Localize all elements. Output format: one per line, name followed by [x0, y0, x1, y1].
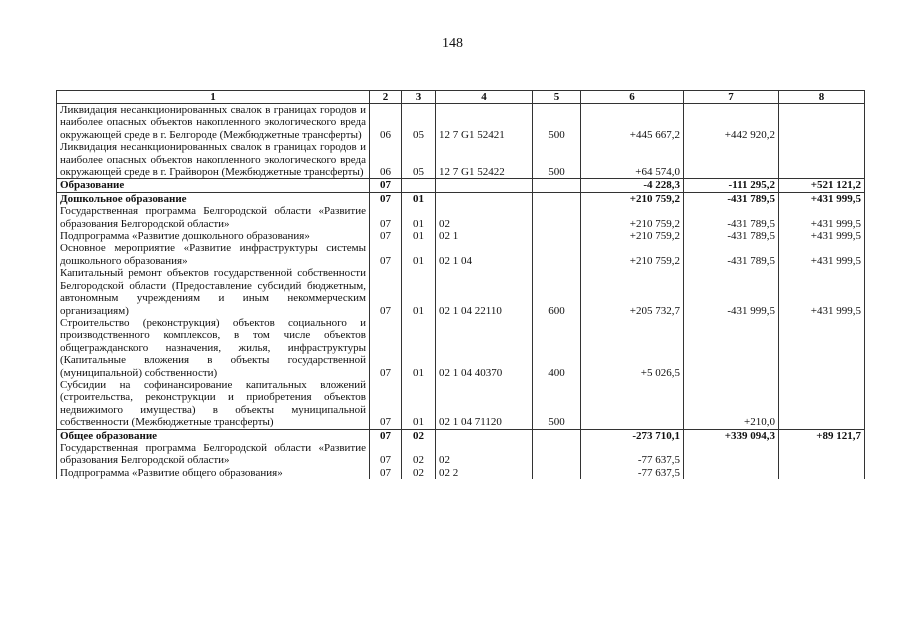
- column-header-7: 7: [684, 91, 779, 104]
- table-row: [57, 242, 865, 267]
- cell-amount-6: -77 637,5: [581, 467, 684, 479]
- cell-section: 07: [370, 467, 402, 479]
- cell-item-name: Общее образование: [57, 429, 370, 442]
- table-row: [57, 267, 865, 317]
- cell-section: 07: [370, 192, 402, 205]
- cell-item-name: Образование: [57, 179, 370, 192]
- cell-amount-6: +445 667,2: [581, 104, 684, 142]
- cell-amount-6: +5 026,5: [581, 317, 684, 379]
- cell-item-name: Основное мероприятие «Развитие инфраструктуры системы дошкольного образования»: [57, 242, 370, 267]
- cell-section: 07: [370, 179, 402, 192]
- cell-subsection: 01: [402, 267, 436, 317]
- cell-target-article: [436, 429, 533, 442]
- cell-section: 07: [370, 230, 402, 242]
- cell-target-article: 02: [436, 442, 533, 467]
- cell-amount-6: +210 759,2: [581, 205, 684, 230]
- budget-table: [56, 90, 865, 479]
- table-row: [57, 429, 865, 442]
- cell-subsection: 01: [402, 205, 436, 230]
- cell-section: 06: [370, 104, 402, 142]
- cell-item-name: Подпрограмма «Развитие дошкольного образования»: [57, 230, 370, 242]
- column-header-6: 6: [581, 91, 684, 104]
- cell-expense-type: [533, 230, 581, 242]
- cell-amount-7: +210,0: [684, 379, 779, 429]
- column-header-4: 4: [436, 91, 533, 104]
- cell-target-article: 02 1 04 71120: [436, 379, 533, 429]
- cell-subsection: 05: [402, 104, 436, 142]
- table-row: [57, 442, 865, 467]
- table-row: [57, 104, 865, 142]
- table-row: [57, 192, 865, 205]
- cell-subsection: 01: [402, 317, 436, 379]
- cell-amount-7: [684, 467, 779, 479]
- cell-expense-type: [533, 205, 581, 230]
- cell-subsection: 01: [402, 230, 436, 242]
- cell-expense-type: [533, 242, 581, 267]
- table-row: [57, 179, 865, 192]
- page-number: 148: [442, 36, 463, 51]
- cell-amount-7: [684, 317, 779, 379]
- cell-target-article: [436, 192, 533, 205]
- column-header-5: 5: [533, 91, 581, 104]
- cell-item-name: Государственная программа Белгородской области «Развитие образования Белгородской области»: [57, 205, 370, 230]
- cell-amount-7: +339 094,3: [684, 429, 779, 442]
- cell-subsection: 01: [402, 242, 436, 267]
- cell-item-name: Государственная программа Белгородской области «Развитие образования Белгородской области»: [57, 442, 370, 467]
- table-row: [57, 205, 865, 230]
- cell-section: 07: [370, 317, 402, 379]
- cell-section: 07: [370, 205, 402, 230]
- cell-expense-type: 500: [533, 104, 581, 142]
- cell-section: 07: [370, 379, 402, 429]
- cell-amount-8: +431 999,5: [779, 230, 865, 242]
- cell-target-article: [436, 179, 533, 192]
- cell-subsection: 02: [402, 429, 436, 442]
- cell-target-article: 02 1: [436, 230, 533, 242]
- cell-subsection: 01: [402, 192, 436, 205]
- cell-expense-type: 500: [533, 379, 581, 429]
- cell-amount-7: -431 789,5: [684, 205, 779, 230]
- cell-section: 07: [370, 429, 402, 442]
- cell-amount-7: +442 920,2: [684, 104, 779, 142]
- cell-section: 07: [370, 442, 402, 467]
- cell-amount-6: +210 759,2: [581, 242, 684, 267]
- column-header-2: 2: [370, 91, 402, 104]
- cell-target-article: 12 7 G1 52422: [436, 141, 533, 179]
- cell-target-article: 02 1 04 22110: [436, 267, 533, 317]
- cell-amount-8: [779, 379, 865, 429]
- cell-subsection: 02: [402, 442, 436, 467]
- cell-expense-type: [533, 192, 581, 205]
- cell-amount-6: +64 574,0: [581, 141, 684, 179]
- cell-target-article: 02 1 04: [436, 242, 533, 267]
- cell-expense-type: [533, 179, 581, 192]
- cell-target-article: 12 7 G1 52421: [436, 104, 533, 142]
- cell-amount-8: +89 121,7: [779, 429, 865, 442]
- cell-section: 07: [370, 267, 402, 317]
- cell-item-name: Субсидии на софинансирование капитальных вложений (строительства, реконструкции и приобретения объектов недвижимого имущества) в объекты муниципальной собственности (Межбюджетные трансферты): [57, 379, 370, 429]
- cell-amount-8: +521 121,2: [779, 179, 865, 192]
- cell-amount-8: [779, 442, 865, 467]
- cell-amount-8: +431 999,5: [779, 267, 865, 317]
- cell-amount-7: [684, 442, 779, 467]
- cell-amount-7: -431 999,5: [684, 267, 779, 317]
- column-header-1: 1: [57, 91, 370, 104]
- cell-amount-6: -273 710,1: [581, 429, 684, 442]
- cell-expense-type: 400: [533, 317, 581, 379]
- column-header-8: 8: [779, 91, 865, 104]
- cell-amount-6: -77 637,5: [581, 442, 684, 467]
- table-row: [57, 467, 865, 479]
- cell-expense-type: [533, 429, 581, 442]
- cell-amount-8: +431 999,5: [779, 192, 865, 205]
- cell-amount-6: +205 732,7: [581, 267, 684, 317]
- column-header-3: 3: [402, 91, 436, 104]
- cell-section: 07: [370, 242, 402, 267]
- cell-amount-8: [779, 104, 865, 142]
- cell-item-name: Дошкольное образование: [57, 192, 370, 205]
- table-row: [57, 230, 865, 242]
- cell-amount-6: -4 228,3: [581, 179, 684, 192]
- table-row: [57, 317, 865, 379]
- cell-amount-6: +210 759,2: [581, 192, 684, 205]
- cell-subsection: 02: [402, 467, 436, 479]
- table-header-row: [57, 91, 865, 104]
- cell-amount-8: [779, 317, 865, 379]
- cell-item-name: Капитальный ремонт объектов государственной собственности Белгородской области (Предоставление субсидий бюджетным, автономным учреждениям и иным некоммерческим организациям): [57, 267, 370, 317]
- cell-subsection: [402, 179, 436, 192]
- table-row: [57, 379, 865, 429]
- cell-item-name: Ликвидация несанкционированных свалок в границах городов и наиболее опасных объектов накопленного экологического вреда окружающей среде в г. Грайворон (Межбюджетные трансферты): [57, 141, 370, 179]
- cell-expense-type: [533, 442, 581, 467]
- cell-amount-8: +431 999,5: [779, 205, 865, 230]
- cell-amount-7: -111 295,2: [684, 179, 779, 192]
- cell-target-article: 02 2: [436, 467, 533, 479]
- table-row: [57, 141, 865, 179]
- cell-amount-7: [684, 141, 779, 179]
- cell-item-name: Подпрограмма «Развитие общего образования»: [57, 467, 370, 479]
- cell-section: 06: [370, 141, 402, 179]
- cell-amount-6: [581, 379, 684, 429]
- cell-expense-type: [533, 467, 581, 479]
- cell-target-article: 02: [436, 205, 533, 230]
- cell-item-name: Строительство (реконструкция) объектов социального и производственного комплексов, в том числе объектов общегражданского назначения, жилья, инфраструктуры (Капитальные вложения в объекты государственной (муниципальной) собственности): [57, 317, 370, 379]
- cell-amount-7: -431 789,5: [684, 242, 779, 267]
- cell-amount-7: -431 789,5: [684, 230, 779, 242]
- cell-amount-8: [779, 467, 865, 479]
- cell-amount-8: [779, 141, 865, 179]
- cell-amount-7: -431 789,5: [684, 192, 779, 205]
- cell-expense-type: 500: [533, 141, 581, 179]
- cell-subsection: 05: [402, 141, 436, 179]
- cell-expense-type: 600: [533, 267, 581, 317]
- cell-target-article: 02 1 04 40370: [436, 317, 533, 379]
- cell-item-name: Ликвидация несанкционированных свалок в границах городов и наиболее опасных объектов накопленного экологического вреда окружающей среде в г. Белгороде (Межбюджетные трансферты): [57, 104, 370, 142]
- cell-subsection: 01: [402, 379, 436, 429]
- cell-amount-6: +210 759,2: [581, 230, 684, 242]
- cell-amount-8: +431 999,5: [779, 242, 865, 267]
